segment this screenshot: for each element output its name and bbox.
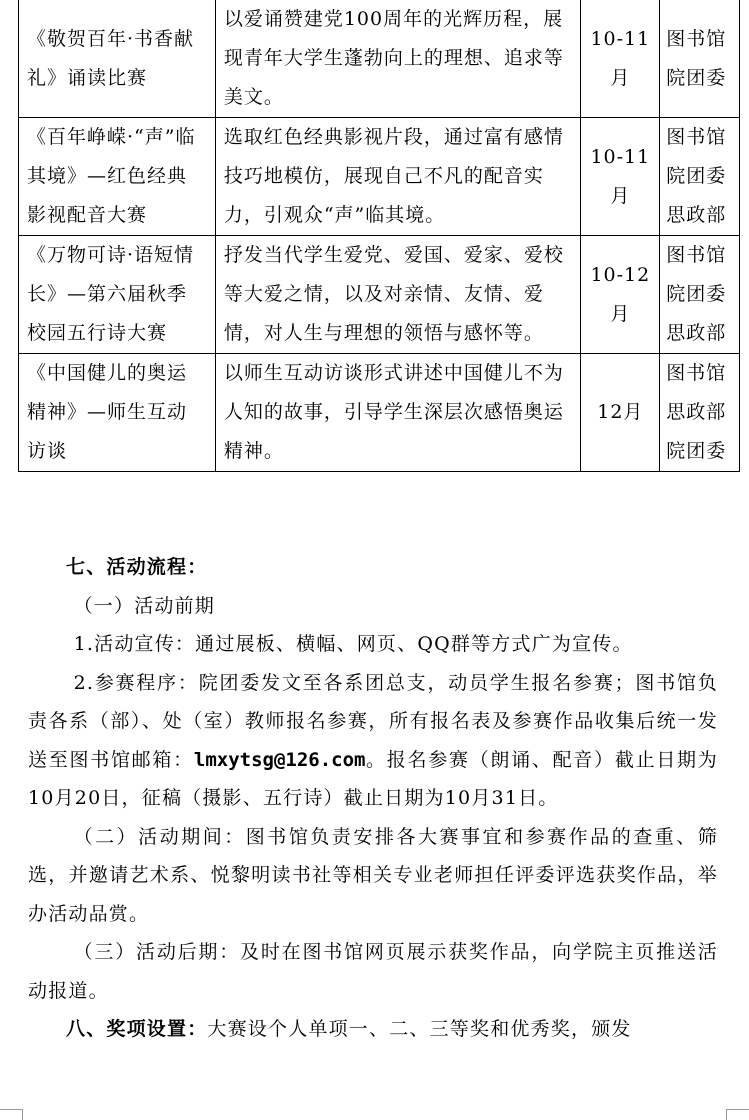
organizer: 图书馆: [666, 27, 727, 50]
phase-2-during: （二）活动期间：图书馆负责安排各大赛事宜和参赛作品的查重、筛选，并邀请艺术系、悦黎明读书社等相关专业老师担任评委评选获奖作品，举办活动品赏。: [28, 825, 718, 925]
event-month-unit: 月: [610, 66, 631, 89]
phase-3-after: （三）活动后期：及时在图书馆网页展示获奖作品，向学院主页推送活动报道。: [28, 941, 718, 1002]
section-7-heading: 七、活动流程：: [66, 556, 208, 578]
organizer: 图书馆: [666, 244, 727, 266]
table-row: [19, 118, 740, 236]
event-month-range: 10-12: [590, 263, 651, 286]
event-description: 抒发当代学生爱党、爱国、爱家、爱校等大爱之情，以及对亲情、友情、爱情，对人生与理想的领悟与感怀等。: [215, 236, 581, 354]
event-name: 《敬贺百年·书香献礼》诵读比赛: [19, 0, 216, 118]
organizer: 思政部: [666, 401, 727, 423]
event-organizers: [660, 0, 740, 118]
section-8-heading: 八、奖项设置：: [66, 1018, 208, 1040]
organizer: 思政部: [666, 204, 727, 226]
table-row: [19, 0, 740, 118]
event-description: 以爱诵赞建党100周年的光辉历程，展现青年大学生蓬勃向上的理想、追求等美文。: [215, 0, 581, 118]
event-organizers: [660, 118, 740, 236]
event-organizers: [660, 236, 740, 354]
organizer: 图书馆: [666, 362, 727, 384]
event-month-unit: 月: [610, 184, 631, 207]
organizer: 院团委: [666, 66, 727, 89]
event-time: [581, 354, 660, 472]
table-row: [19, 354, 740, 472]
event-month-range: 10-11: [590, 145, 651, 168]
item-2-procedure: [28, 664, 718, 818]
events-table: [18, 0, 740, 472]
event-name: 《中国健儿的奥运精神》—师生互动访谈: [19, 354, 216, 472]
awards-text: 大赛设个人单项一、二、三等奖和优秀奖，颁发: [207, 1018, 632, 1040]
section-8: [28, 1010, 718, 1049]
organizer: 思政部: [666, 322, 727, 344]
event-name: 《万物可诗·语短情长》—第六届秋季校园五行诗大赛: [19, 236, 216, 354]
event-description: 选取红色经典影视片段，通过富有感情技巧地模仿，展现自己不凡的配音实力，引观众“声”临其境。: [215, 118, 581, 236]
organizer: 图书馆: [666, 126, 727, 148]
event-description: 以师生互动访谈形式讲述中国健儿不为人知的故事，引导学生深层次感悟奥运精神。: [215, 354, 581, 472]
page-corner-mark-right: [726, 1109, 749, 1120]
item-1-publicity: 1.活动宣传：通过展板、横幅、网页、QQ群等方式广为宣传。: [73, 633, 633, 655]
event-time: [581, 118, 660, 236]
organizer: 院团委: [666, 165, 727, 187]
deadline-text: 。报名参赛（朗诵、配音）截止日期为10月20日，征稿（摄影、五行诗）截止日期为10月31日。: [28, 748, 718, 809]
event-month-range: 12月: [597, 401, 644, 423]
organizer: 院团委: [666, 440, 727, 462]
document-body: [28, 548, 718, 1049]
procedure-text: 2.参赛程序：院团委发文至各系团总支，动员学生报名参赛；图书馆负责各系（部）、处（室）教师报名参赛，所有报名表及参赛作品收集后统一发送至图书馆邮箱：: [28, 671, 718, 771]
event-month-unit: 月: [610, 302, 631, 325]
table-row: [19, 236, 740, 354]
event-name: 《百年峥嵘·“声”临其境》—红色经典影视配音大赛: [19, 118, 216, 236]
organizer: 院团委: [666, 283, 727, 305]
page-corner-mark-left: [0, 1109, 23, 1120]
event-organizers: [660, 354, 740, 472]
event-time: [581, 236, 660, 354]
email-address: lmxytsg@126.com: [193, 748, 366, 771]
event-month-range: 10-11: [590, 27, 651, 50]
phase-1-title: （一）活动前期: [73, 594, 215, 617]
event-time: [581, 0, 660, 118]
